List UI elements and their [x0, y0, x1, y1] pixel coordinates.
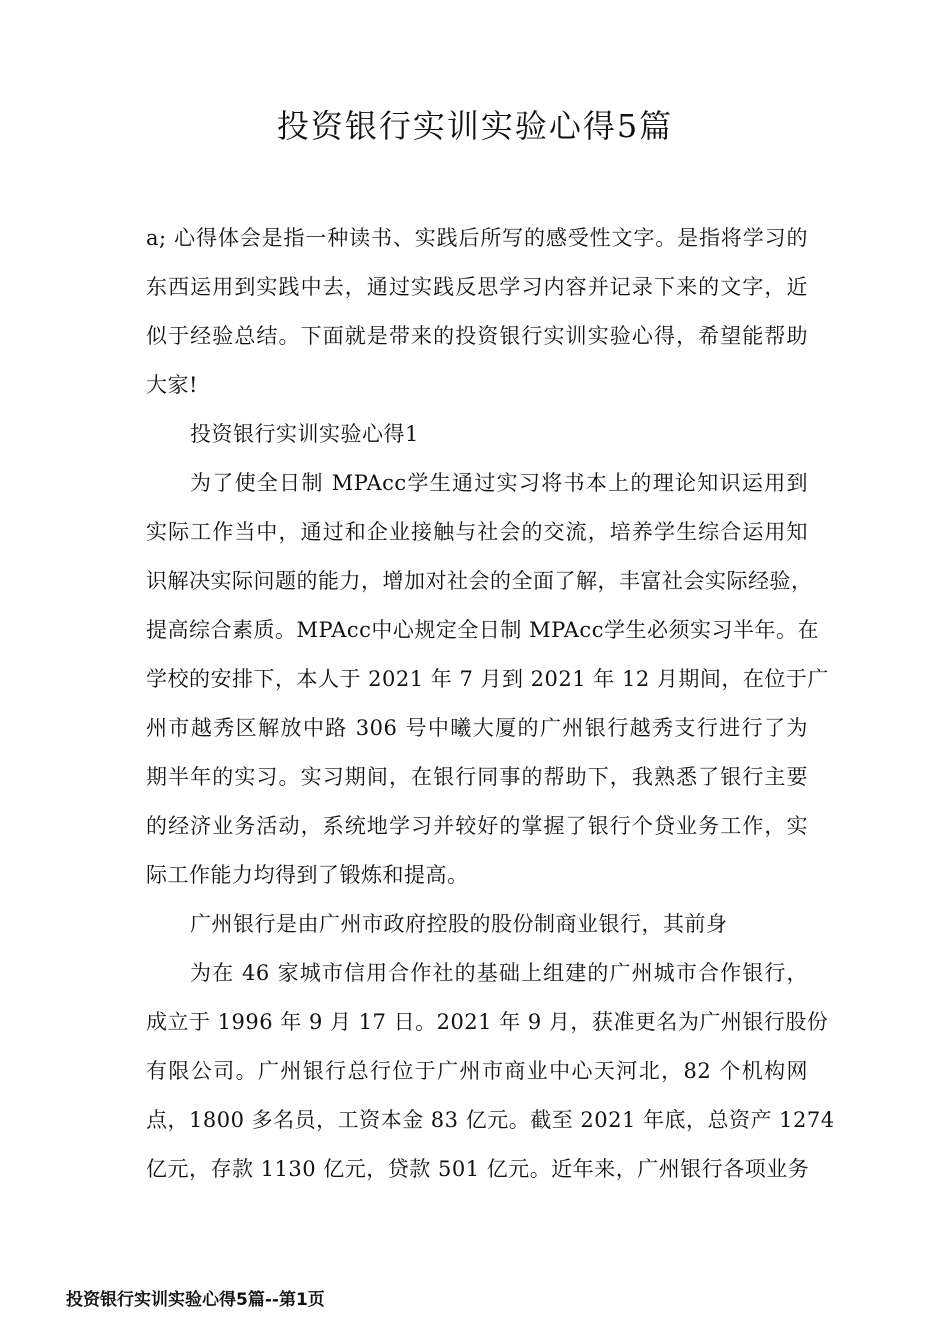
body-line: 有限公司。广州银行总行位于广州市商业中心天河北，82 个机构网 [146, 1059, 808, 1083]
body-line: a; 心得体会是指一种读书、实践后所写的感受性文字。是指将学习的 [146, 226, 808, 250]
body-line: 提高综合素质。MPAcc中心规定全日制 MPAcc学生必须实习半年。在 [146, 618, 819, 642]
body-line: 际工作能力均得到了锻炼和提高。 [146, 863, 469, 887]
body-line: 东西运用到实践中去，通过实践反思学习内容并记录下来的文字，近 [146, 275, 808, 299]
body-line: 成立于 1996 年 9 月 17 日。2021 年 9 月，获准更名为广州银行股份 [146, 1010, 829, 1034]
document-body [146, 214, 835, 1194]
body-line: 的经济业务活动，系统地学习并较好的掌握了银行个贷业务工作，实 [146, 814, 808, 838]
body-line: 期半年的实习。实习期间，在银行同事的帮助下，我熟悉了银行主要 [146, 765, 808, 789]
page-footer: 投资银行实训实验心得5篇--第1页 [66, 1290, 325, 1310]
body-line: 为在 46 家城市信用合作社的基础上组建的广州城市合作银行， [190, 961, 808, 985]
body-line: 广州银行是由广州市政府控股的股份制商业银行，其前身 [190, 912, 728, 936]
body-line: 识解决实际问题的能力，增加对社会的全面了解，丰富社会实际经验， [146, 569, 813, 593]
body-line: 实际工作当中，通过和企业接触与社会的交流，培养学生综合运用知 [146, 520, 808, 544]
body-line: 亿元，存款 1130 亿元，贷款 501 亿元。近年来，广州银行各项业务 [146, 1157, 810, 1181]
body-line: 似于经验总结。下面就是带来的投资银行实训实验心得，希望能帮助 [146, 324, 808, 348]
body-line: 大家! [146, 373, 198, 397]
body-line: 为了使全日制 MPAcc学生通过实习将书本上的理论知识运用到 [190, 471, 808, 495]
document-title: 投资银行实训实验心得5篇 [276, 107, 674, 145]
body-line: 学校的安排下，本人于 2021 年 7 月到 2021 年 12 月期间，在位于广 [146, 667, 829, 691]
body-line: 州市越秀区解放中路 306 号中曦大厦的广州银行越秀支行进行了为 [146, 716, 808, 740]
body-line: 点，1800 多名员，工资本金 83 亿元。截至 2021 年底，总资产 1274 [146, 1108, 835, 1132]
section-heading: 投资银行实训实验心得1 [190, 422, 419, 446]
